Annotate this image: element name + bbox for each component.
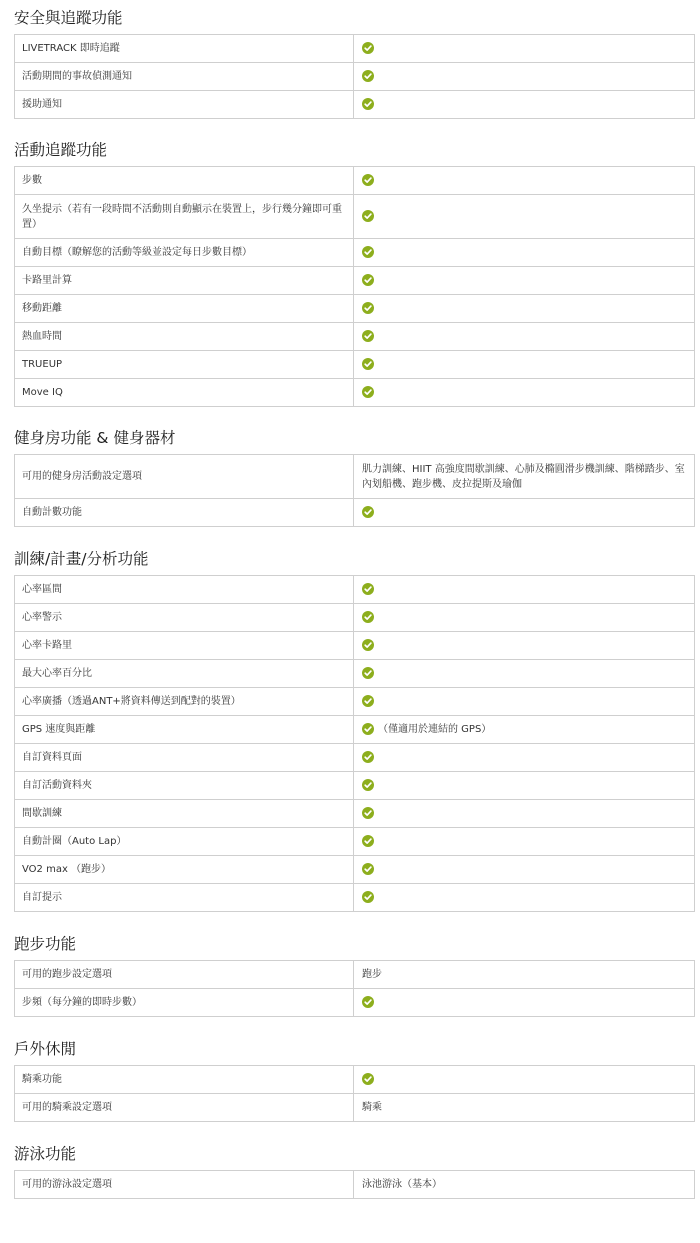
row-value — [354, 379, 695, 407]
row-label: 騎乘功能 — [15, 1066, 354, 1094]
row-value — [354, 632, 695, 660]
spec-table — [14, 575, 695, 912]
table-row — [15, 856, 695, 884]
spec-table — [14, 960, 695, 1017]
table-row — [15, 195, 695, 239]
check-icon — [362, 891, 374, 903]
check-icon — [362, 70, 374, 82]
row-value — [354, 499, 695, 527]
check-icon — [362, 807, 374, 819]
row-value — [354, 63, 695, 91]
section-title: 健身房功能 & 健身器材 — [14, 429, 176, 447]
table-row — [15, 604, 695, 632]
table-row — [15, 688, 695, 716]
row-label: VO2 max （跑步） — [15, 856, 354, 884]
table-row — [15, 351, 695, 379]
check-icon — [362, 779, 374, 791]
table-row — [15, 267, 695, 295]
check-icon — [362, 667, 374, 679]
row-value — [354, 716, 695, 744]
row-label: 心率區間 — [15, 576, 354, 604]
row-value — [354, 351, 695, 379]
row-label: 可用的健身房活動設定選項 — [15, 455, 354, 499]
row-label: 久坐提示（若有一段時間不活動則自動顯示在裝置上，步行幾分鐘即可重置） — [15, 195, 354, 239]
row-value: 泳池游泳（基本） — [354, 1171, 695, 1199]
row-label: LIVETRACK 即時追蹤 — [15, 35, 354, 63]
check-icon — [362, 330, 374, 342]
check-icon — [362, 174, 374, 186]
row-value — [354, 744, 695, 772]
row-label: 自動計圈（Auto Lap） — [15, 828, 354, 856]
row-value — [354, 604, 695, 632]
row-value — [354, 1066, 695, 1094]
table-row — [15, 828, 695, 856]
row-label: 援助通知 — [15, 91, 354, 119]
row-value — [354, 35, 695, 63]
section-title: 活動追蹤功能 — [14, 141, 108, 159]
row-value — [354, 295, 695, 323]
table-row — [15, 455, 695, 499]
check-icon — [362, 835, 374, 847]
row-label: 移動距離 — [15, 295, 354, 323]
table-row — [15, 716, 695, 744]
row-note: （僅適用於連結的 GPS） — [378, 723, 492, 735]
check-icon — [362, 386, 374, 398]
section-title: 訓練/計畫/分析功能 — [14, 550, 149, 568]
check-icon — [362, 583, 374, 595]
row-value — [354, 772, 695, 800]
check-icon — [362, 695, 374, 707]
row-value — [354, 195, 695, 239]
spec-table — [14, 1065, 695, 1122]
table-row — [15, 35, 695, 63]
row-value — [354, 91, 695, 119]
check-icon — [362, 274, 374, 286]
row-label: TRUEUP — [15, 351, 354, 379]
row-label: Move IQ — [15, 379, 354, 407]
table-row — [15, 379, 695, 407]
spec-table — [14, 454, 695, 527]
table-row — [15, 323, 695, 351]
row-label: GPS 速度與距離 — [15, 716, 354, 744]
table-row — [15, 1094, 695, 1122]
check-icon — [362, 723, 374, 735]
row-value — [354, 884, 695, 912]
row-value: 肌力訓練、HIIT 高強度間歇訓練、心肺及橢圓滑步機訓練、階梯踏步、室內划船機、跑步機、皮拉提斯及瑜伽 — [354, 455, 695, 499]
check-icon — [362, 42, 374, 54]
table-row — [15, 239, 695, 267]
check-icon — [362, 210, 374, 222]
spec-table — [14, 34, 695, 119]
row-value — [354, 856, 695, 884]
table-row — [15, 772, 695, 800]
check-icon — [362, 506, 374, 518]
table-row — [15, 1066, 695, 1094]
check-icon — [362, 1073, 374, 1085]
row-label: 自訂提示 — [15, 884, 354, 912]
table-row — [15, 576, 695, 604]
row-label: 熱血時間 — [15, 323, 354, 351]
row-value — [354, 688, 695, 716]
check-icon — [362, 611, 374, 623]
check-icon — [362, 639, 374, 651]
row-label: 心率警示 — [15, 604, 354, 632]
row-value — [354, 828, 695, 856]
check-icon — [362, 996, 374, 1008]
check-icon — [362, 98, 374, 110]
row-label: 卡路里計算 — [15, 267, 354, 295]
row-value — [354, 167, 695, 195]
row-label: 心率卡路里 — [15, 632, 354, 660]
spec-table — [14, 166, 695, 407]
row-label: 活動期間的事故偵測通知 — [15, 63, 354, 91]
section-title: 戶外休閒 — [14, 1040, 77, 1058]
table-row — [15, 961, 695, 989]
row-value: 跑步 — [354, 961, 695, 989]
table-row — [15, 63, 695, 91]
row-label: 可用的騎乘設定選項 — [15, 1094, 354, 1122]
row-value: 騎乘 — [354, 1094, 695, 1122]
row-value — [354, 323, 695, 351]
row-value — [354, 239, 695, 267]
check-icon — [362, 751, 374, 763]
row-label: 可用的游泳設定選項 — [15, 1171, 354, 1199]
row-label: 最大心率百分比 — [15, 660, 354, 688]
row-label: 自動目標（瞭解您的活動等級並設定每日步數目標） — [15, 239, 354, 267]
row-label: 心率廣播（透過ANT+將資料傳送到配對的裝置） — [15, 688, 354, 716]
check-icon — [362, 358, 374, 370]
row-value — [354, 576, 695, 604]
table-row — [15, 91, 695, 119]
row-value — [354, 267, 695, 295]
row-value — [354, 660, 695, 688]
row-label: 自訂活動資料夾 — [15, 772, 354, 800]
table-row — [15, 632, 695, 660]
table-row — [15, 884, 695, 912]
row-value — [354, 800, 695, 828]
row-label: 間歇訓練 — [15, 800, 354, 828]
row-label: 可用的跑步設定選項 — [15, 961, 354, 989]
table-row — [15, 167, 695, 195]
table-row — [15, 800, 695, 828]
row-label: 步頻（每分鐘的即時步數） — [15, 989, 354, 1017]
table-row — [15, 744, 695, 772]
table-row — [15, 295, 695, 323]
spec-table — [14, 1170, 695, 1199]
row-value — [354, 989, 695, 1017]
row-label: 自訂資料頁面 — [15, 744, 354, 772]
table-row — [15, 1171, 695, 1199]
table-row — [15, 989, 695, 1017]
check-icon — [362, 863, 374, 875]
section-title: 跑步功能 — [14, 935, 77, 953]
section-title: 游泳功能 — [14, 1145, 77, 1163]
check-icon — [362, 246, 374, 258]
table-row — [15, 499, 695, 527]
section-title: 安全與追蹤功能 — [14, 9, 123, 27]
check-icon — [362, 302, 374, 314]
table-row — [15, 660, 695, 688]
row-label: 步數 — [15, 167, 354, 195]
row-label: 自動計數功能 — [15, 499, 354, 527]
